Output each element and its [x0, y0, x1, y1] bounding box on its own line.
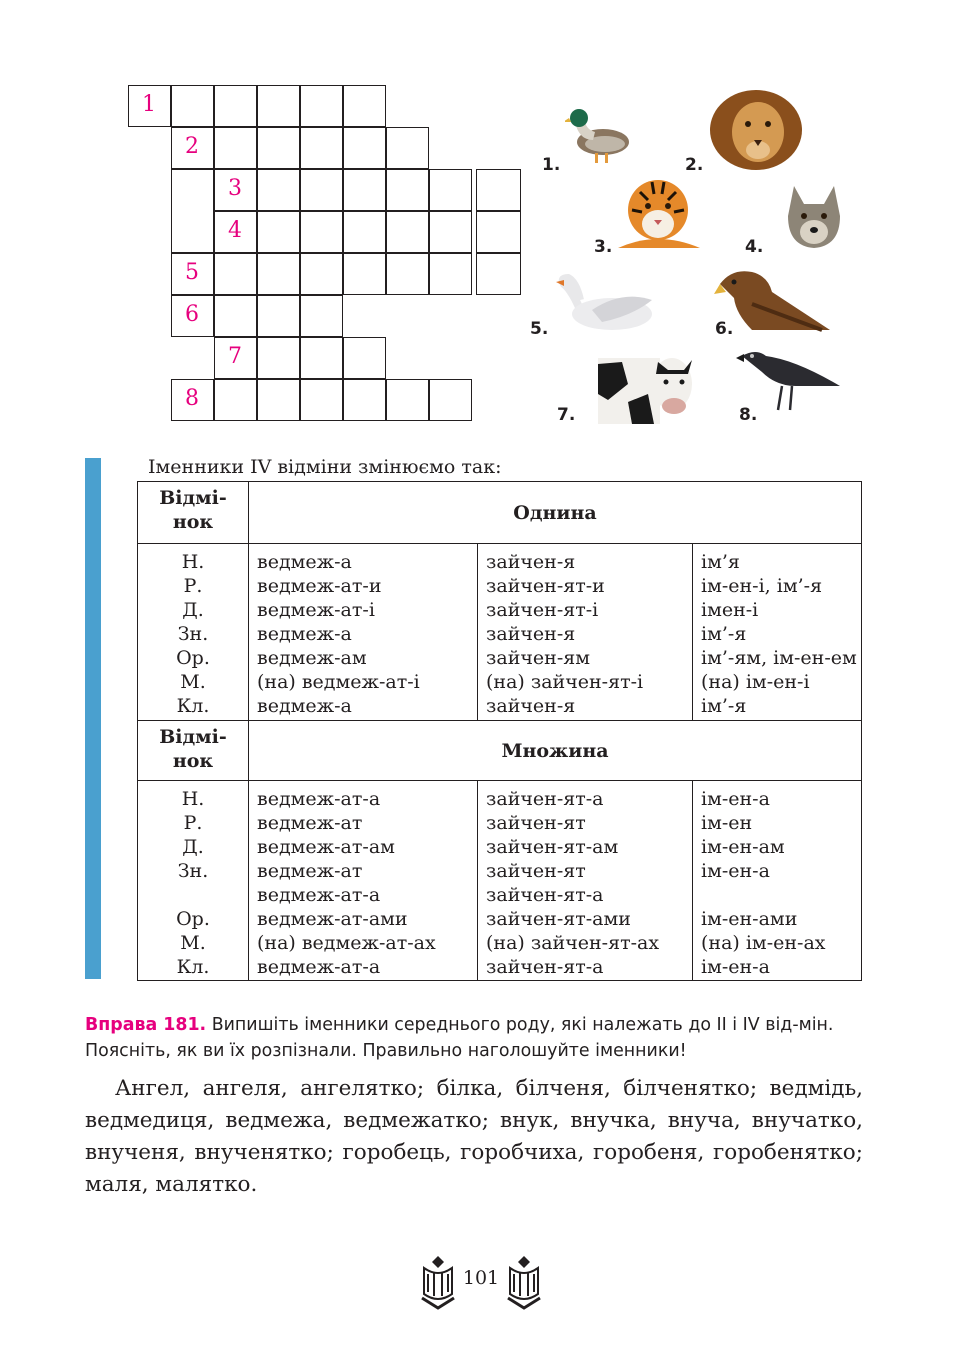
crossword-cell[interactable] — [257, 337, 300, 379]
crossword-cell[interactable] — [214, 295, 257, 337]
singular-name-column: ім’я ім-ен-і, ім’-я імен-і ім’-я ім’-ям, ім-ен-ем (на) ім-ен-і ім’-я — [693, 544, 862, 721]
crossword-cell[interactable] — [429, 169, 472, 211]
ornament-left-icon — [418, 1254, 460, 1310]
crossword-cell[interactable] — [386, 379, 429, 421]
animal-label: 8. — [739, 405, 758, 425]
crossword-cell[interactable] — [300, 379, 343, 421]
animal-label: 7. — [557, 405, 576, 425]
exercise-instruction — [85, 1012, 863, 1064]
crossword-cell[interactable] — [171, 169, 214, 253]
exercise-text: Ангел, ангеля, ангелятко; білка, білченя, білченятко; ведмідь, ведмедиця, ведмежа, ведмежатко; внук, внучка, внуча, внучатко, внученя, внученятко; горобець, горобчиха, горобеня, горобенятко; маля, малятко. — [85, 1076, 863, 1197]
crossword-cell[interactable] — [171, 253, 214, 295]
crossword-cell[interactable] — [300, 295, 343, 337]
crossword-cell[interactable] — [171, 379, 214, 421]
crossword-number: 6 — [185, 302, 199, 327]
crossword-cell[interactable] — [128, 85, 171, 127]
rule-side-bar — [85, 458, 101, 979]
animal-label: 2. — [685, 155, 704, 175]
crossword-cell[interactable] — [300, 169, 343, 211]
crossword-cell[interactable] — [300, 253, 343, 295]
plural-name-column: ім-ен-а ім-ен ім-ен-ам ім-ен-а ім-ен-ами (на) ім-ен-ах ім-ен-а — [693, 781, 862, 981]
plural-cases: Н. Р. Д. Зн. Ор. М. Кл. — [138, 781, 249, 981]
crossword-cell[interactable] — [300, 127, 343, 169]
crossword-cell[interactable] — [257, 85, 300, 127]
case-header: Відмі- нок — [138, 721, 249, 781]
crossword-cell[interactable] — [214, 253, 257, 295]
crossword-number: 7 — [228, 344, 242, 369]
page-number: 101 — [462, 1267, 500, 1289]
crossword-cell[interactable] — [386, 127, 429, 169]
crossword-cell[interactable] — [171, 85, 214, 127]
crossword-cell[interactable] — [343, 379, 386, 421]
crossword-number: 5 — [185, 260, 199, 285]
plural-header: Множина — [249, 721, 862, 781]
singular-hare-column: зайчен-я зайчен-ят-и зайчен-ят-і зайчен-я зайчен-ям (на) зайчен-ят-і зайчен-я — [478, 544, 693, 721]
crossword-cell[interactable] — [257, 169, 300, 211]
animal-label: 4. — [745, 237, 764, 257]
crossword-cell[interactable] — [300, 211, 343, 253]
crossword-cell[interactable] — [429, 379, 472, 421]
crossword-cell[interactable] — [343, 337, 386, 379]
crossword-cell[interactable] — [257, 379, 300, 421]
table-caption: Іменники IV відміни змінюємо так: — [148, 456, 502, 478]
crossword-cell[interactable] — [429, 211, 472, 253]
animal-label: 5. — [530, 319, 549, 339]
crossword-cell[interactable] — [214, 127, 257, 169]
ornament-right-icon — [502, 1254, 544, 1310]
crossword-cell[interactable] — [171, 127, 214, 169]
singular-bear-column: ведмеж-а ведмеж-ат-и ведмеж-ат-і ведмеж-а ведмеж-ам (на) ведмеж-ат-і ведмеж-а — [249, 544, 478, 721]
declension-table — [137, 481, 862, 981]
animal-label: 6. — [715, 319, 734, 339]
cow-icon — [598, 344, 696, 424]
animal-label: 1. — [542, 155, 561, 175]
crossword-number: 1 — [142, 92, 156, 117]
crossword-cell[interactable] — [214, 379, 257, 421]
crossword-cell[interactable] — [386, 253, 429, 295]
crossword-cell[interactable] — [214, 211, 257, 253]
crossword-cell[interactable] — [386, 211, 429, 253]
crossword-cell[interactable] — [343, 253, 386, 295]
singular-cases: Н. Р. Д. Зн. Ор. М. Кл. — [138, 544, 249, 721]
case-header: Відмі- нок — [138, 482, 249, 544]
crossword-number: 3 — [228, 176, 242, 201]
exercise-instruction-text: Випишіть іменники середнього роду, які належать до ІІ і IV від-мін. Поясніть, як ви їх розпізнали. Правильно наголошуйте іменники! — [85, 1015, 834, 1061]
crossword-cell[interactable] — [257, 253, 300, 295]
crossword-cell[interactable] — [257, 295, 300, 337]
crossword-cell[interactable] — [214, 169, 257, 211]
exercise-label: Вправа 181. — [85, 1015, 207, 1035]
crossword-cell[interactable] — [300, 85, 343, 127]
crossword-cell[interactable] — [214, 85, 257, 127]
crossword-cell[interactable] — [214, 337, 257, 379]
crossword-cell[interactable] — [476, 169, 521, 211]
plural-bear-column: ведмеж-ат-а ведмеж-ат ведмеж-ат-ам ведмеж-ат ведмеж-ат-а ведмеж-ат-ами (на) ведмеж-ат-ах ведмеж-ат-а — [249, 781, 478, 981]
plural-hare-column: зайчен-ят-а зайчен-ят зайчен-ят-ам зайчен-ят зайчен-ят-а зайчен-ят-ами (на) зайчен-ят-ах зайчен-ят-а — [478, 781, 693, 981]
crossword-cell[interactable] — [257, 211, 300, 253]
crossword-cell[interactable] — [476, 211, 521, 253]
lion-icon — [706, 86, 816, 170]
tiger-icon — [618, 170, 700, 250]
crossword-number: 8 — [185, 386, 199, 411]
crossword-cell[interactable] — [386, 169, 429, 211]
singular-header: Однина — [249, 482, 862, 544]
crossword-number: 4 — [228, 218, 242, 243]
crossword-cell[interactable] — [343, 169, 386, 211]
swan-icon — [552, 270, 654, 334]
crossword-cell[interactable] — [300, 337, 343, 379]
crossword-cell[interactable] — [476, 253, 521, 295]
crossword-cell[interactable] — [343, 127, 386, 169]
crossword-cell[interactable] — [343, 85, 386, 127]
crossword-cell[interactable] — [343, 211, 386, 253]
crossword-cell[interactable] — [429, 253, 472, 295]
wolf-icon — [774, 176, 854, 250]
crossword-cell[interactable] — [257, 127, 300, 169]
crossword-cell[interactable] — [171, 295, 214, 337]
crossword-number: 2 — [185, 134, 199, 159]
animal-label: 3. — [594, 237, 613, 257]
duck-icon — [565, 100, 635, 170]
